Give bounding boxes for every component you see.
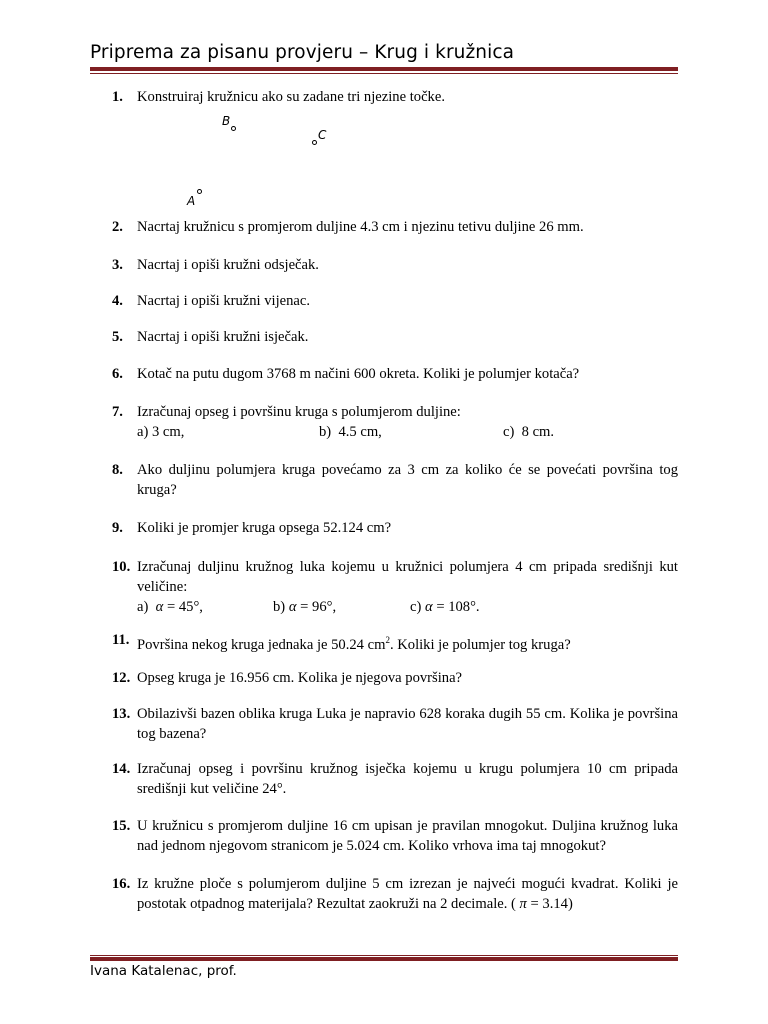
problem-number: 5. <box>112 329 123 345</box>
option-b: b) α = 96°, <box>273 599 337 615</box>
superscript: 2 <box>385 635 390 645</box>
problem-text: Opseg kruga je 16.956 cm. Kolika je njegova površina? <box>137 670 463 686</box>
problem-text: Koliki je promjer kruga opsega 52.124 cm? <box>137 520 392 536</box>
problem-number: 6. <box>112 366 123 382</box>
problem-text: Površina nekog kruga jednaka je 50.24 $cm^2$. Koliki je polumjer tog kruga? <box>137 635 571 653</box>
problem-number: 1. <box>112 89 123 105</box>
problem-number: 8. <box>112 462 123 478</box>
problem-number: 3. <box>112 257 123 273</box>
option-b: b) 4.5 cm, <box>319 424 382 440</box>
footer-author: Ivana Katalenac, prof. <box>90 963 237 979</box>
problem-options <box>137 422 678 442</box>
problem-number: 12. <box>112 670 131 686</box>
option-c: c) α = 108°. <box>410 599 480 615</box>
problem-15 <box>112 816 678 856</box>
problem-10 <box>112 557 678 617</box>
problem-text: Ako duljinu polumjera kruga povećamo za 3 cm za koliko će se povećati površina tog kruga? <box>137 462 678 498</box>
problem-text: Obilazivši bazen oblika kruga Luka je napravio 628 koraka dugih 55 cm. Kolika je površina tog bazena? <box>137 706 678 742</box>
problem-7 <box>112 402 678 442</box>
problem-text: U kružnicu s promjerom duljine 16 cm upisan je pravilan mnogokut. Duljina kružnog luka nad jednom njegovom stranicom je 5.024 cm. Koliko vrhova ima taj mnogokut? <box>137 818 678 854</box>
problem-options <box>137 597 678 617</box>
problem-11 <box>112 630 678 655</box>
problem-text: Nacrtaj i opiši kružni vijenac. <box>137 293 311 309</box>
problem-text: Izračunaj opseg i površinu kružnog isječka kojemu u krugu polumjera 10 cm pripada središnji kut veličine 24°. <box>137 761 678 797</box>
problem-5 <box>112 327 678 347</box>
problem-1 <box>112 87 678 107</box>
point-c-marker <box>312 140 317 145</box>
problem-number: 4. <box>112 293 123 309</box>
problem-6 <box>112 364 678 384</box>
problem-number: 16. <box>112 876 131 892</box>
point-b-label: B <box>222 114 231 128</box>
point-c-label: C <box>318 128 327 142</box>
option-a: a) 3 cm, <box>137 424 185 440</box>
problem-4 <box>112 291 678 311</box>
problem-8 <box>112 460 678 500</box>
problem-12 <box>112 668 678 688</box>
option-c: c) 8 cm. <box>503 424 555 440</box>
problem-text: Nacrtaj i opiši kružni odsječak. <box>137 257 319 273</box>
point-b-marker <box>231 126 236 131</box>
problem-number: 13. <box>112 706 131 722</box>
problem-number: 2. <box>112 219 123 235</box>
problem-number: 10. <box>112 559 131 575</box>
problem-text: Izračunaj opseg i površinu kruga s polumjerom duljine: <box>137 404 461 420</box>
problem-number: 9. <box>112 520 123 536</box>
problem-13 <box>112 704 678 744</box>
problem-14 <box>112 759 678 799</box>
problem-3 <box>112 255 678 275</box>
problem-text: Iz kružne ploče s polumjerom duljine 5 cm izrezan je najveći mogući kvadrat. Koliki je postotak otpadnog materijala? Rezultat zaokruži na 2 decimale. ( π = 3.14) <box>137 876 678 912</box>
point-a-label: A <box>187 194 196 208</box>
problem-9 <box>112 518 678 538</box>
problem-16 <box>112 874 678 914</box>
problem-number: 14. <box>112 761 131 777</box>
option-a: a) α = 45°, <box>137 599 203 615</box>
footer-rule-thin <box>90 955 678 956</box>
problem-number: 11. <box>112 632 130 648</box>
problem-2 <box>112 217 678 237</box>
problem-number: 15. <box>112 818 131 834</box>
header-rule-thin <box>90 73 678 74</box>
problem-text: Nacrtaj i opiši kružni isječak. <box>137 329 309 345</box>
problem-text: Kotač na putu dugom 3768 m načini 600 okreta. Koliki je polumjer kotača? <box>137 366 580 382</box>
point-a-marker <box>197 189 202 194</box>
footer-rule-thick <box>90 957 678 961</box>
page-title: Priprema za pisanu provjeru – Krug i kružnica <box>90 42 515 63</box>
header-rule-thick <box>90 67 678 71</box>
problem-number: 7. <box>112 404 123 420</box>
problem-text: Izračunaj duljinu kružnog luka kojemu u kružnici polumjera 4 cm pripada središnji kut veličine: <box>137 559 678 595</box>
problem-text: Nacrtaj kružnicu s promjerom duljine 4.3 cm i njezinu tetivu duljine 26 mm. <box>137 219 584 235</box>
problem-text: Konstruiraj kružnicu ako su zadane tri njezine točke. <box>137 89 445 105</box>
